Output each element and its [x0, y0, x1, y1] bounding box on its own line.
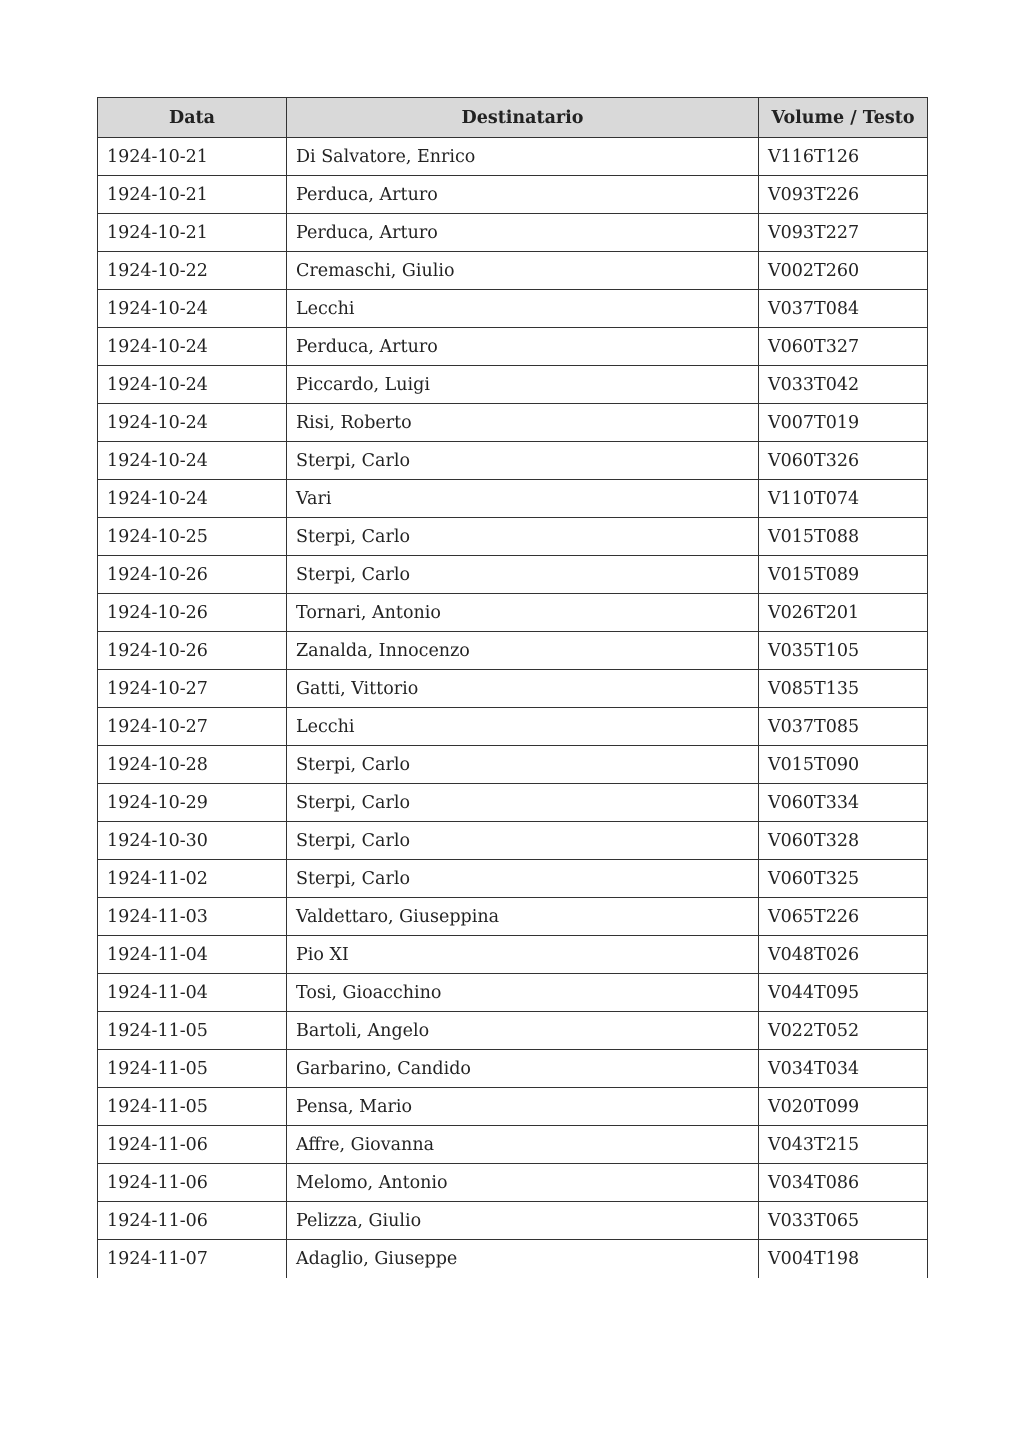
cell-date: 1924-11-07 — [98, 1240, 287, 1278]
cell-date: 1924-10-24 — [98, 442, 287, 480]
cell-recipient: Lecchi — [287, 290, 759, 328]
cell-date: 1924-10-26 — [98, 632, 287, 670]
cell-date: 1924-11-06 — [98, 1164, 287, 1202]
table-row — [98, 518, 928, 556]
cell-recipient: Perduca, Arturo — [287, 176, 759, 214]
table-row — [98, 594, 928, 632]
table-row — [98, 936, 928, 974]
cell-recipient: Bartoli, Angelo — [287, 1012, 759, 1050]
cell-recipient: Cremaschi, Giulio — [287, 252, 759, 290]
cell-volume-text: V033T042 — [759, 366, 928, 404]
table-row — [98, 1012, 928, 1050]
cell-volume-text: V033T065 — [759, 1202, 928, 1240]
cell-recipient: Perduca, Arturo — [287, 328, 759, 366]
table-row — [98, 708, 928, 746]
cell-date: 1924-10-26 — [98, 556, 287, 594]
cell-volume-text: V034T086 — [759, 1164, 928, 1202]
cell-volume-text: V044T095 — [759, 974, 928, 1012]
cell-recipient: Sterpi, Carlo — [287, 860, 759, 898]
table-row — [98, 290, 928, 328]
cell-recipient: Tosi, Gioacchino — [287, 974, 759, 1012]
cell-recipient: Garbarino, Candido — [287, 1050, 759, 1088]
cell-date: 1924-11-05 — [98, 1012, 287, 1050]
table-row — [98, 328, 928, 366]
cell-volume-text: V060T327 — [759, 328, 928, 366]
cell-date: 1924-11-04 — [98, 974, 287, 1012]
table-row — [98, 366, 928, 404]
cell-volume-text: V007T019 — [759, 404, 928, 442]
cell-volume-text: V015T088 — [759, 518, 928, 556]
cell-date: 1924-10-24 — [98, 366, 287, 404]
cell-volume-text: V020T099 — [759, 1088, 928, 1126]
column-header-date: Data — [98, 98, 287, 138]
cell-date: 1924-11-04 — [98, 936, 287, 974]
table-row — [98, 138, 928, 176]
cell-volume-text: V060T328 — [759, 822, 928, 860]
table-row — [98, 1240, 928, 1278]
cell-date: 1924-10-22 — [98, 252, 287, 290]
table-row — [98, 860, 928, 898]
cell-volume-text: V060T325 — [759, 860, 928, 898]
cell-recipient: Piccardo, Luigi — [287, 366, 759, 404]
cell-date: 1924-10-24 — [98, 480, 287, 518]
cell-date: 1924-10-30 — [98, 822, 287, 860]
table-row — [98, 214, 928, 252]
table-header — [98, 98, 928, 138]
cell-volume-text: V085T135 — [759, 670, 928, 708]
cell-recipient: Sterpi, Carlo — [287, 822, 759, 860]
table-row — [98, 822, 928, 860]
cell-date: 1924-11-03 — [98, 898, 287, 936]
cell-date: 1924-10-28 — [98, 746, 287, 784]
cell-recipient: Zanalda, Innocenzo — [287, 632, 759, 670]
cell-volume-text: V022T052 — [759, 1012, 928, 1050]
cell-date: 1924-10-21 — [98, 176, 287, 214]
letters-table — [97, 97, 928, 1278]
cell-volume-text: V015T089 — [759, 556, 928, 594]
cell-date: 1924-10-27 — [98, 670, 287, 708]
cell-date: 1924-11-05 — [98, 1088, 287, 1126]
cell-date: 1924-10-24 — [98, 404, 287, 442]
table-row — [98, 1050, 928, 1088]
cell-recipient: Vari — [287, 480, 759, 518]
cell-recipient: Pio XI — [287, 936, 759, 974]
table-row — [98, 1202, 928, 1240]
table-row — [98, 670, 928, 708]
table-row — [98, 442, 928, 480]
table-row — [98, 632, 928, 670]
cell-recipient: Pelizza, Giulio — [287, 1202, 759, 1240]
cell-recipient: Adaglio, Giuseppe — [287, 1240, 759, 1278]
cell-date: 1924-10-26 — [98, 594, 287, 632]
cell-date: 1924-10-21 — [98, 138, 287, 176]
table-row — [98, 1164, 928, 1202]
cell-recipient: Lecchi — [287, 708, 759, 746]
cell-volume-text: V060T326 — [759, 442, 928, 480]
cell-recipient: Sterpi, Carlo — [287, 746, 759, 784]
cell-volume-text: V015T090 — [759, 746, 928, 784]
column-header-recipient: Destinatario — [287, 98, 759, 138]
cell-recipient: Valdettaro, Giuseppina — [287, 898, 759, 936]
table-row — [98, 404, 928, 442]
cell-recipient: Melomo, Antonio — [287, 1164, 759, 1202]
cell-recipient: Perduca, Arturo — [287, 214, 759, 252]
table-row — [98, 1088, 928, 1126]
cell-volume-text: V065T226 — [759, 898, 928, 936]
cell-date: 1924-10-29 — [98, 784, 287, 822]
cell-recipient: Sterpi, Carlo — [287, 442, 759, 480]
cell-date: 1924-10-21 — [98, 214, 287, 252]
cell-volume-text: V004T198 — [759, 1240, 928, 1278]
cell-volume-text: V116T126 — [759, 138, 928, 176]
cell-date: 1924-10-24 — [98, 328, 287, 366]
table-row — [98, 1126, 928, 1164]
table-body — [98, 138, 928, 1278]
cell-date: 1924-10-27 — [98, 708, 287, 746]
table-row — [98, 746, 928, 784]
cell-volume-text: V035T105 — [759, 632, 928, 670]
cell-recipient: Tornari, Antonio — [287, 594, 759, 632]
cell-volume-text: V037T084 — [759, 290, 928, 328]
cell-date: 1924-11-02 — [98, 860, 287, 898]
cell-recipient: Sterpi, Carlo — [287, 784, 759, 822]
cell-date: 1924-11-06 — [98, 1202, 287, 1240]
cell-recipient: Risi, Roberto — [287, 404, 759, 442]
cell-volume-text: V110T074 — [759, 480, 928, 518]
table-row — [98, 176, 928, 214]
table-row — [98, 784, 928, 822]
table-row — [98, 252, 928, 290]
cell-volume-text: V002T260 — [759, 252, 928, 290]
cell-volume-text: V026T201 — [759, 594, 928, 632]
table-row — [98, 556, 928, 594]
cell-recipient: Gatti, Vittorio — [287, 670, 759, 708]
cell-volume-text: V093T226 — [759, 176, 928, 214]
table-row — [98, 480, 928, 518]
cell-recipient: Affre, Giovanna — [287, 1126, 759, 1164]
header-row — [98, 98, 928, 138]
cell-recipient: Sterpi, Carlo — [287, 518, 759, 556]
cell-volume-text: V048T026 — [759, 936, 928, 974]
cell-volume-text: V034T034 — [759, 1050, 928, 1088]
column-header-volume-text: Volume / Testo — [759, 98, 928, 138]
cell-date: 1924-11-06 — [98, 1126, 287, 1164]
cell-recipient: Sterpi, Carlo — [287, 556, 759, 594]
cell-volume-text: V060T334 — [759, 784, 928, 822]
table-row — [98, 898, 928, 936]
table-row — [98, 974, 928, 1012]
cell-date: 1924-10-24 — [98, 290, 287, 328]
cell-recipient: Di Salvatore, Enrico — [287, 138, 759, 176]
cell-date: 1924-11-05 — [98, 1050, 287, 1088]
cell-volume-text: V093T227 — [759, 214, 928, 252]
cell-recipient: Pensa, Mario — [287, 1088, 759, 1126]
cell-date: 1924-10-25 — [98, 518, 287, 556]
cell-volume-text: V037T085 — [759, 708, 928, 746]
cell-volume-text: V043T215 — [759, 1126, 928, 1164]
